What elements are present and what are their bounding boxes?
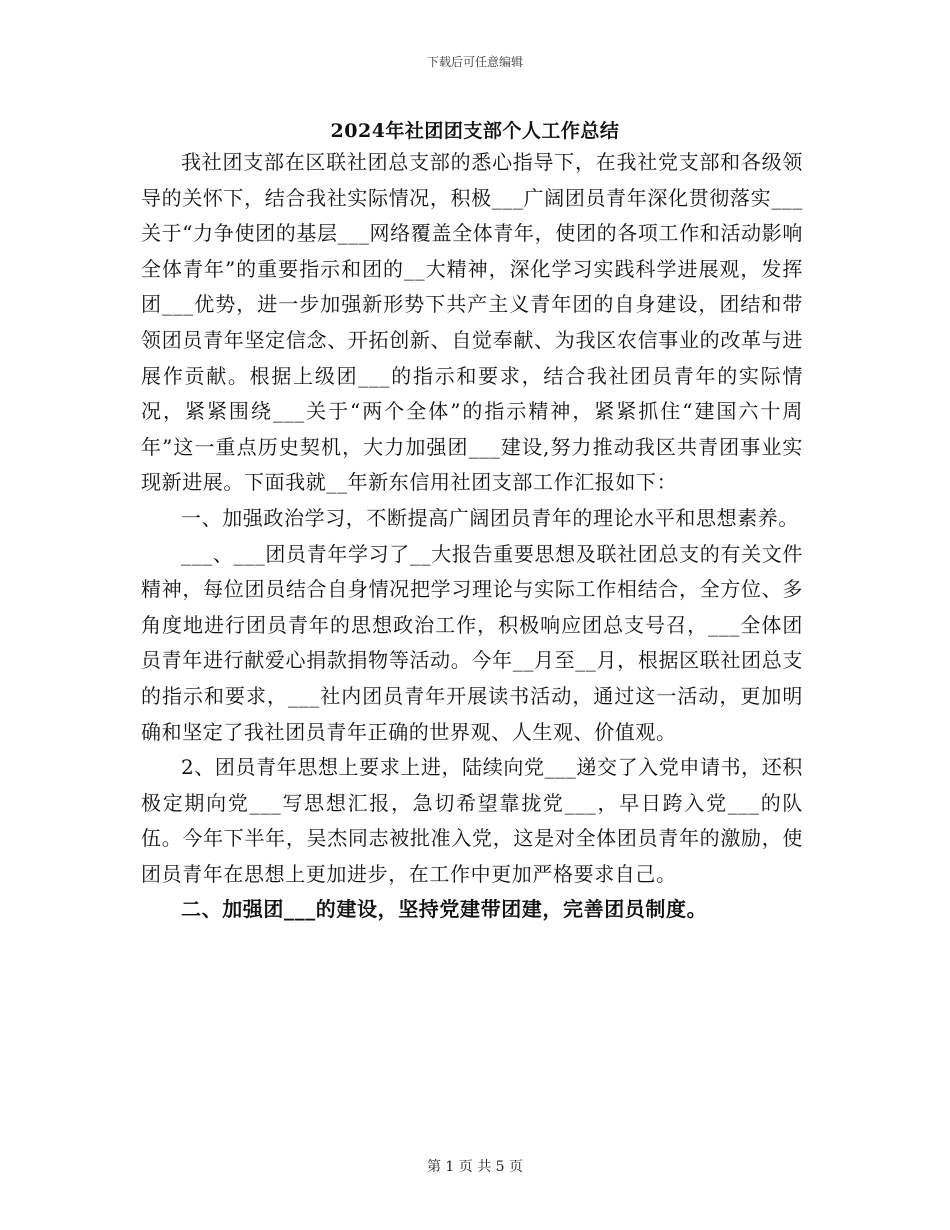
page-header-note: 下载后可任意编辑 — [426, 55, 523, 69]
paragraph-section-1-item-1: ___、___团员青年学习了__大报告重要思想及联社团总支的有关文件精神，每位团员结合自身情况把学习理论与实际工作相结合，全方位、多角度地进行团员青年的思想政治工作，积极响应团总支号召，___全体团员青年进行献爱心捐款捐物等活动。今年__月至__月，根据区联社团总支的指示和要求，___社内团员青年开展读书活动，通过这一活动，更加明确和坚定了我社团员青年正确的世界观、人生观、价值观。 — [141, 541, 803, 744]
paragraph-section-1-heading: 一、加强政治学习，不断提高广阔团员青年的理论水平和思想素养。 — [181, 505, 799, 530]
paragraph-section-1-item-2: 2、团员青年思想上要求上进，陆续向党___递交了入党申请书，还积极定期向党___写思想汇报，急切希望靠拢党___，早日跨入党___的队伍。今年下半年，吴杰同志被批准入党，这是对全体团员青年的激励，使团员青年在思想上更加进步，在工作中更加严格要求自己。 — [141, 755, 803, 886]
page-number: 第 1 页 共 5 页 — [426, 1159, 524, 1175]
paragraph-section-2-heading: 二、加强团___的建设，坚持党建带团建，完善团员制度。 — [181, 897, 708, 922]
document-title: 2024年社团团支部个人工作总结 — [330, 120, 620, 142]
paragraph-intro: 我社团支部在区联社团总支部的悉心指导下，在我社党支部和各级领导的关怀下，结合我社实际情况，积极___广阔团员青年深化贯彻落实___关于“力争使团的基层___网络覆盖全体青年，使团的各项工作和活动影响全体青年”的重要指示和团的__大精神，深化学习实践科学进展观，发挥团___优势，进一步加强新形势下共产主义青年团的自身建设，团结和带领团员青年坚定信念、开拓创新、自觉奉献、为我区农信事业的改革与进展作贡献。根据上级团___的指示和要求，结合我社团员青年的实际情况，紧紧围绕___关于“两个全体”的指示精神，紧紧抓住“建国六十周年”这一重点历史契机，大力加强团___建设,努力推动我区共青团事业实现新进展。下面我就__年新东信用社团支部工作汇报如下： — [141, 150, 803, 495]
document-body — [141, 145, 803, 928]
